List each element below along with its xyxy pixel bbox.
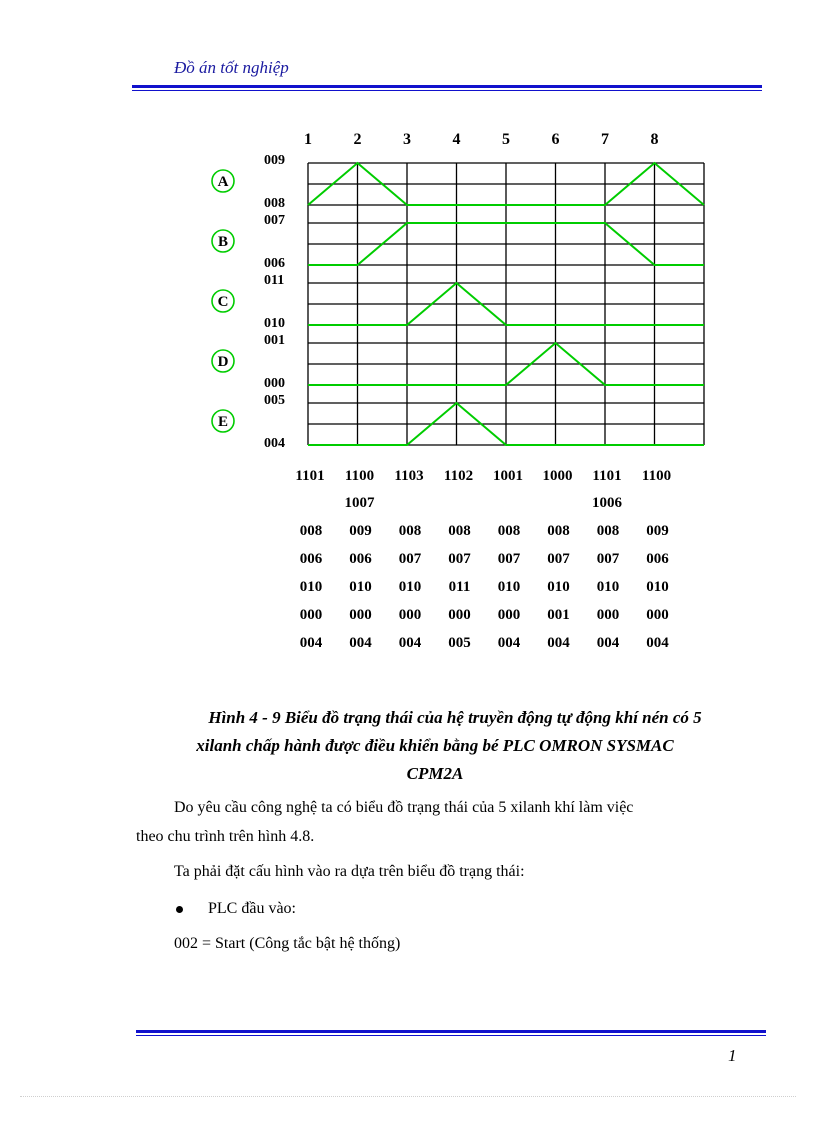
input-signal: 1007 <box>344 495 375 511</box>
output-value: 009 <box>646 523 669 539</box>
page-bottom-dotted-line <box>20 1096 796 1097</box>
caption-line-3: CPM2A <box>406 764 464 783</box>
rail-label-top-C: 011 <box>264 273 285 288</box>
column-number-7: 7 <box>601 131 609 148</box>
input-signal: 1103 <box>394 468 424 484</box>
cylinder-label-B: B <box>217 234 229 250</box>
start-definition: 002 = Start (Công tắc bật hệ thống) <box>174 935 401 952</box>
output-value: 006 <box>646 551 669 567</box>
output-value: 004 <box>349 635 372 651</box>
header-title: Đồ án tốt nghiệp <box>174 58 289 77</box>
output-value: 004 <box>299 635 323 651</box>
output-value: 010 <box>299 579 323 595</box>
footer-rule-thin <box>136 1035 766 1036</box>
output-value: 004 <box>547 635 570 651</box>
output-value: 004 <box>646 635 669 651</box>
output-value: 011 <box>448 579 471 595</box>
cylinder-label-A: A <box>217 174 229 190</box>
page-number: 1 <box>728 1046 737 1065</box>
output-value: 000 <box>349 607 372 623</box>
output-value: 008 <box>448 523 471 539</box>
output-value: 009 <box>349 523 372 539</box>
output-value: 007 <box>398 551 422 567</box>
rail-label-bottom-E: 004 <box>264 436 285 451</box>
column-number-6: 6 <box>551 131 560 148</box>
paragraph-2: Ta phải đặt cấu hình vào ra dựa trên biểu đồ trạng thái: <box>174 863 525 880</box>
rail-label-bottom-B: 006 <box>264 256 285 271</box>
rail-label-bottom-C: 010 <box>264 316 285 331</box>
column-number-5: 5 <box>502 131 510 148</box>
input-signal: 1101 <box>592 468 622 484</box>
output-value: 010 <box>547 579 570 595</box>
output-value: 000 <box>497 607 521 623</box>
output-value: 010 <box>398 579 422 595</box>
output-value: 000 <box>398 607 422 623</box>
paragraph-1-line-2: theo chu trình trên hình 4.8. <box>136 828 315 845</box>
rail-label-top-D: 001 <box>264 333 285 348</box>
output-value: 007 <box>547 551 570 567</box>
output-value: 001 <box>547 607 570 623</box>
figure-caption <box>130 704 740 788</box>
output-value: 004 <box>497 635 521 651</box>
output-value: 008 <box>398 523 422 539</box>
caption-line-1: Hình 4 - 9 Biểu đồ trạng thái của hệ truyền động tự động khí nén có 5 <box>208 708 702 727</box>
output-value: 004 <box>596 635 620 651</box>
cylinder-label-C: C <box>217 294 229 310</box>
rail-label-top-B: 007 <box>264 213 285 228</box>
input-signal: 1100 <box>641 468 672 484</box>
output-value: 008 <box>497 523 521 539</box>
column-number-4: 4 <box>452 131 461 148</box>
rail-label-top-E: 005 <box>264 393 285 408</box>
caption-line-2: xilanh chấp hành được điều khiển bằng bé PLC OMRON SYSMAC <box>196 736 674 755</box>
output-value: 010 <box>646 579 669 595</box>
column-number-2: 2 <box>353 131 362 148</box>
cylinder-label-D: D <box>217 354 229 370</box>
output-value: 007 <box>497 551 521 567</box>
output-value: 006 <box>299 551 323 567</box>
rail-label-top-A: 009 <box>264 153 285 168</box>
output-value: 004 <box>398 635 422 651</box>
output-value: 006 <box>349 551 372 567</box>
cylinder-label-E: E <box>217 414 229 430</box>
input-signal: 1000 <box>542 468 573 484</box>
input-signal: 1006 <box>592 495 622 511</box>
output-value: 000 <box>299 607 323 623</box>
bullet-icon <box>176 906 183 913</box>
input-signal: 1102 <box>443 468 474 484</box>
column-number-8: 8 <box>650 131 659 148</box>
column-number-1: 1 <box>304 131 312 148</box>
bullet-plc-input: PLC đầu vào: <box>208 900 296 917</box>
rail-label-bottom-A: 008 <box>264 196 285 211</box>
input-signal: 1101 <box>295 468 325 484</box>
input-signal: 1100 <box>344 468 375 484</box>
column-number-3: 3 <box>403 131 411 148</box>
output-value: 008 <box>547 523 570 539</box>
output-value: 000 <box>596 607 620 623</box>
output-value: 010 <box>596 579 620 595</box>
rail-label-bottom-D: 000 <box>264 376 285 391</box>
output-value: 005 <box>448 635 471 651</box>
footer-rule <box>136 1030 766 1033</box>
output-value: 000 <box>646 607 669 623</box>
output-value: 000 <box>448 607 471 623</box>
output-value: 007 <box>448 551 471 567</box>
output-value: 010 <box>349 579 372 595</box>
output-value: 010 <box>497 579 521 595</box>
output-value: 008 <box>299 523 323 539</box>
input-signal: 1001 <box>493 468 523 484</box>
paragraph-1-line-1: Do yêu cầu công nghệ ta có biểu đồ trạng thái của 5 xilanh khí làm việc <box>174 799 634 816</box>
output-value: 007 <box>596 551 620 567</box>
output-value: 008 <box>596 523 620 539</box>
